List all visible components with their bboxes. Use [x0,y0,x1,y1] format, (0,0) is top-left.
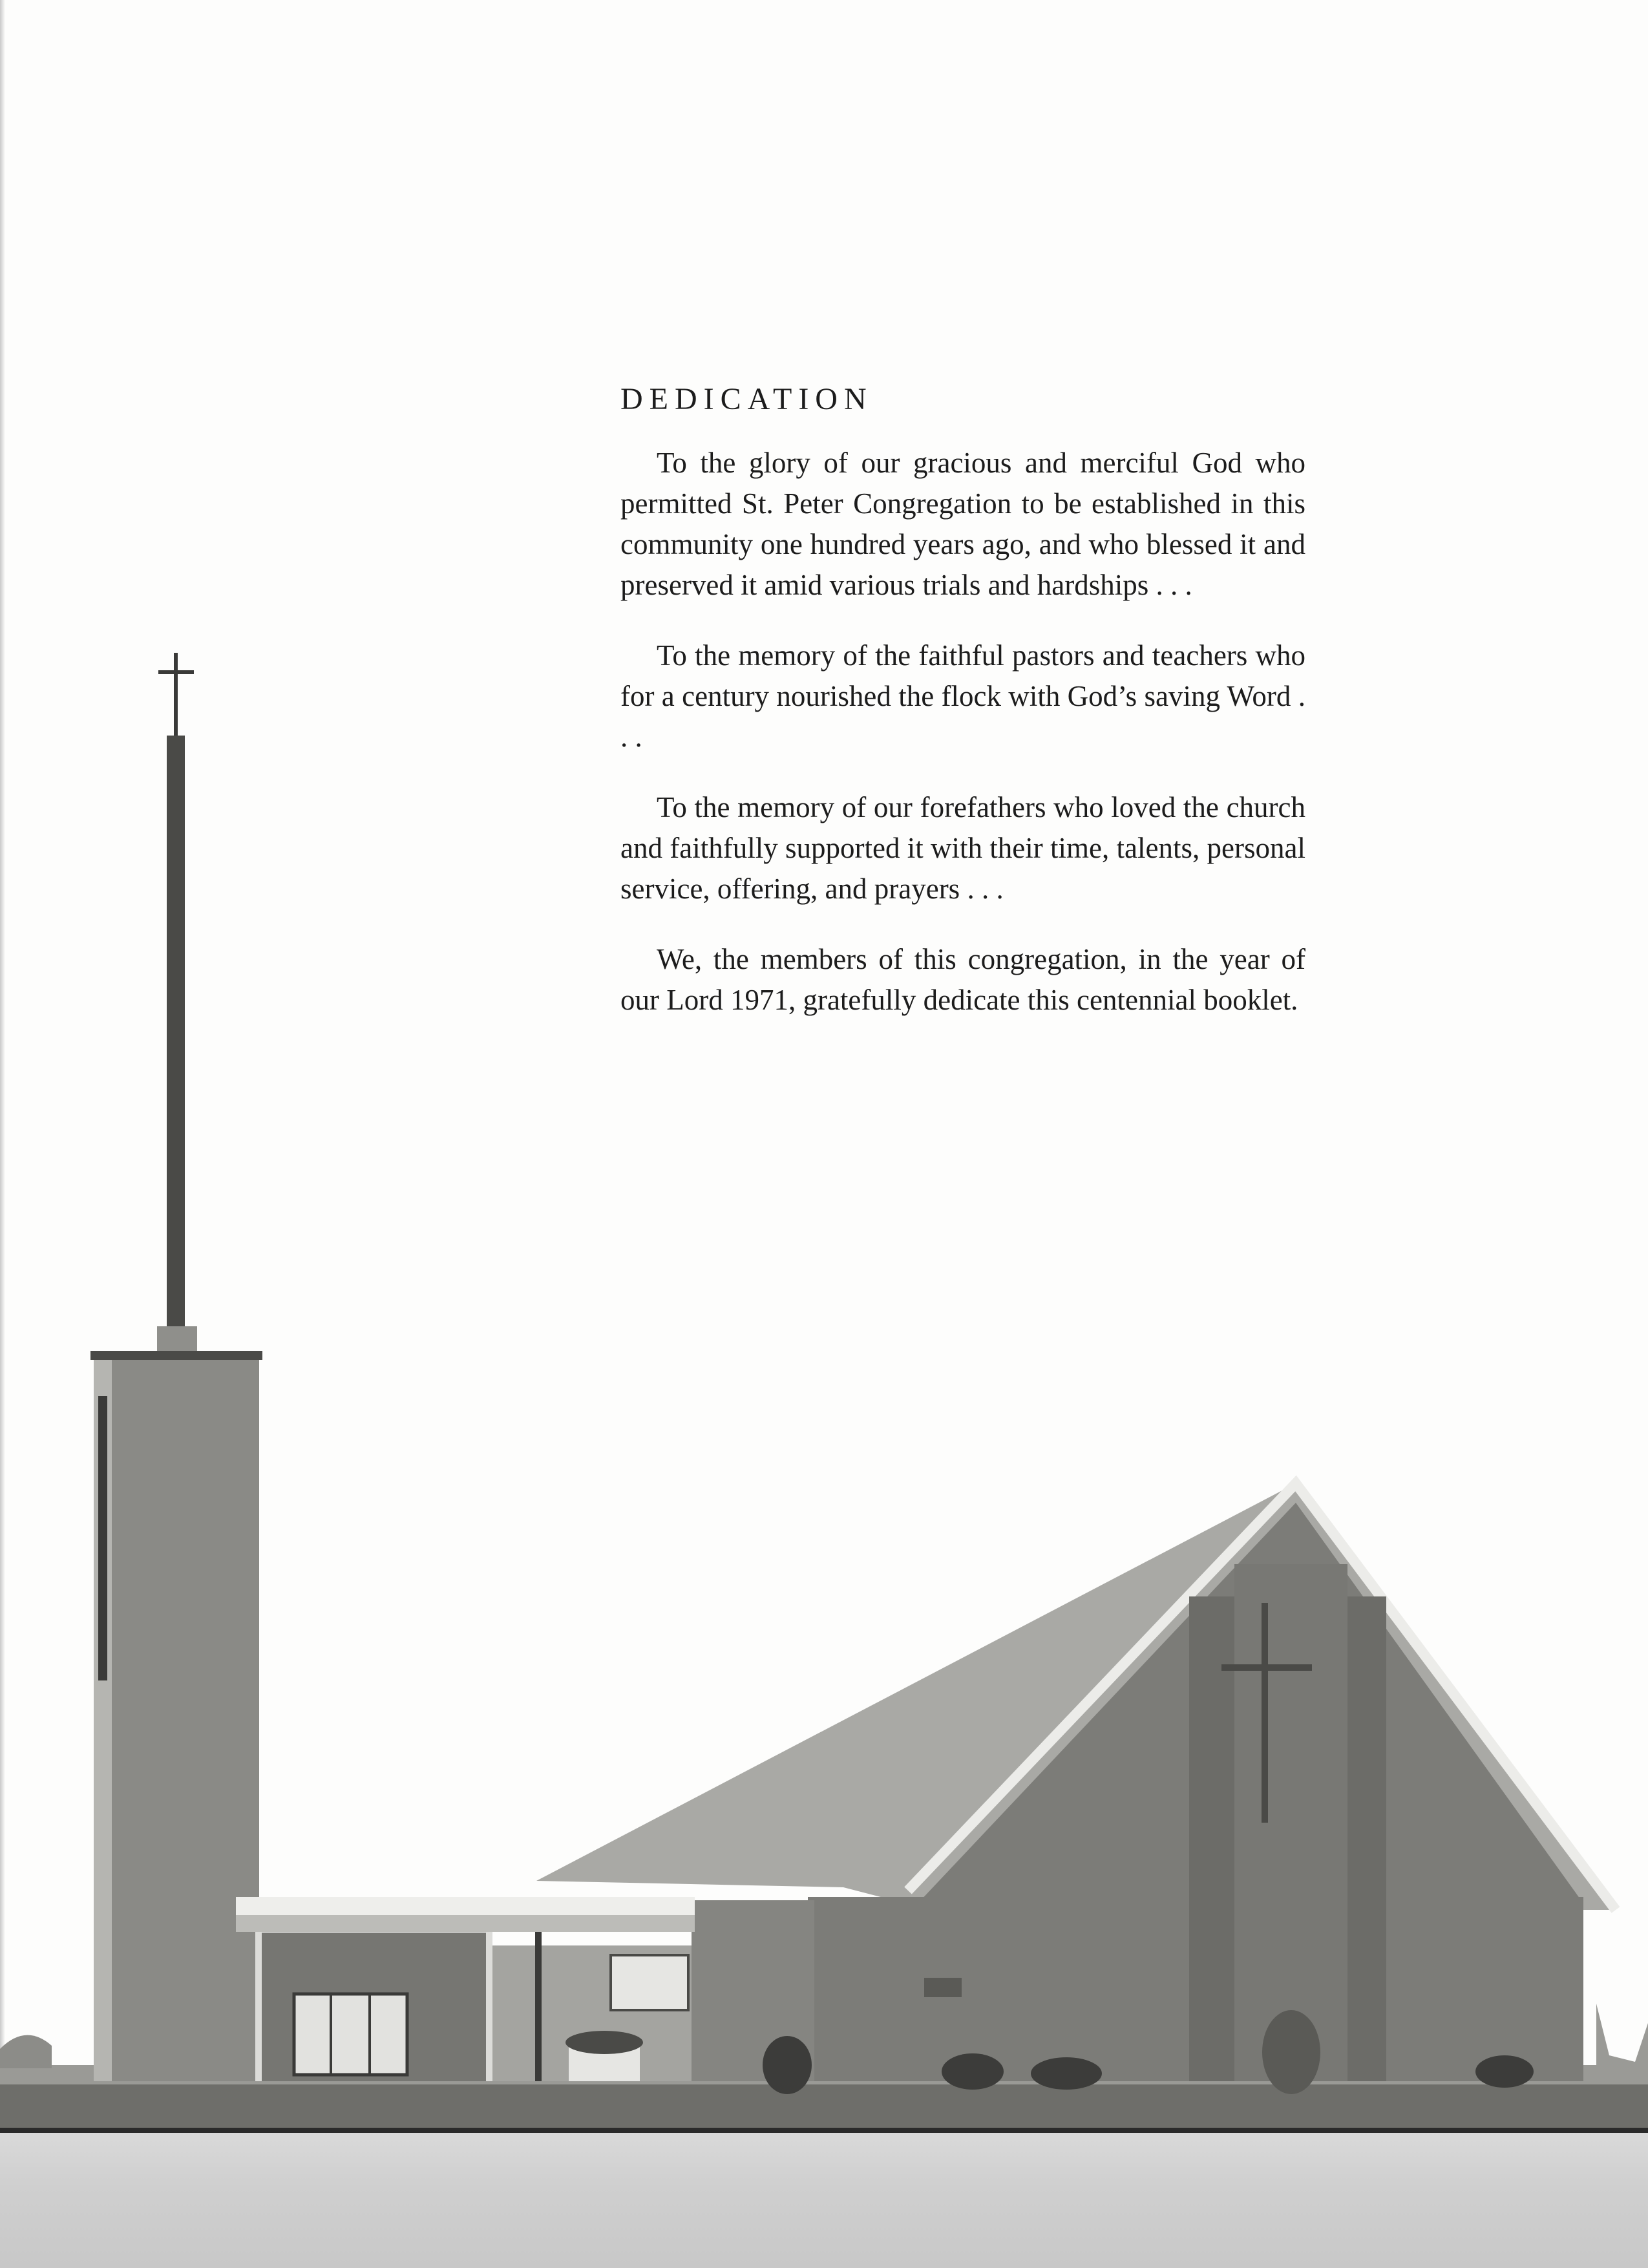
shrub-4 [1262,2010,1320,2094]
planter-shrubs [565,2031,643,2054]
bell-tower-slit [98,1396,107,1680]
dedication-paragraph-1: To the glory of our gracious and merciful God who permitted St. Peter Congregation to be established in this community one hundred years ago, and who blessed it and preserved it amid various trials and hardships . . . [620,447,1305,601]
canopy-post-3 [535,1932,542,2081]
wall-cross-vertical [1262,1603,1268,1823]
cornerstone-plaque [924,1978,962,1997]
shrub-1 [763,2036,812,2094]
canopy-roof [236,1897,695,1916]
shrub-2 [942,2053,1004,2090]
pilaster-right [1347,1596,1386,2081]
distant-trees-right [1596,2004,1648,2068]
dedication-paragraph-4: We, the members of this congregation, in the year of our Lord 1971, gratefully dedicate this centennial booklet. [620,943,1305,1016]
spire-mast [167,736,185,1327]
canopy-post-1 [255,1932,262,2081]
dedication-paragraph-2: To the memory of the faithful pastors and teachers who for a century nourished the flock with God’s saving Word . . . [620,639,1305,753]
church-illustration [0,633,1648,2133]
canopy-post-2 [486,1932,492,2081]
scan-background [0,2133,1648,2268]
entrance-window [294,1994,407,2075]
distant-trees-left [0,2035,52,2068]
shrub-3 [1031,2057,1102,2090]
church-photo [0,633,1648,2133]
dedication-paragraph-3: To the memory of our forefathers who loved the church and faithfully supported it with their time, talents, personal service, offering, and prayers . . . [620,791,1305,905]
porch-window [611,1955,688,2010]
bell-tower-cap [90,1351,262,1360]
page-title: DEDICATION [620,382,873,416]
bell-tower [94,1356,259,2081]
ground [0,2081,1648,2133]
wall-cross-horizontal [1221,1664,1312,1671]
shrub-5 [1475,2055,1534,2088]
canopy-fascia [236,1915,695,1932]
chancel-panel [1234,1564,1347,2081]
